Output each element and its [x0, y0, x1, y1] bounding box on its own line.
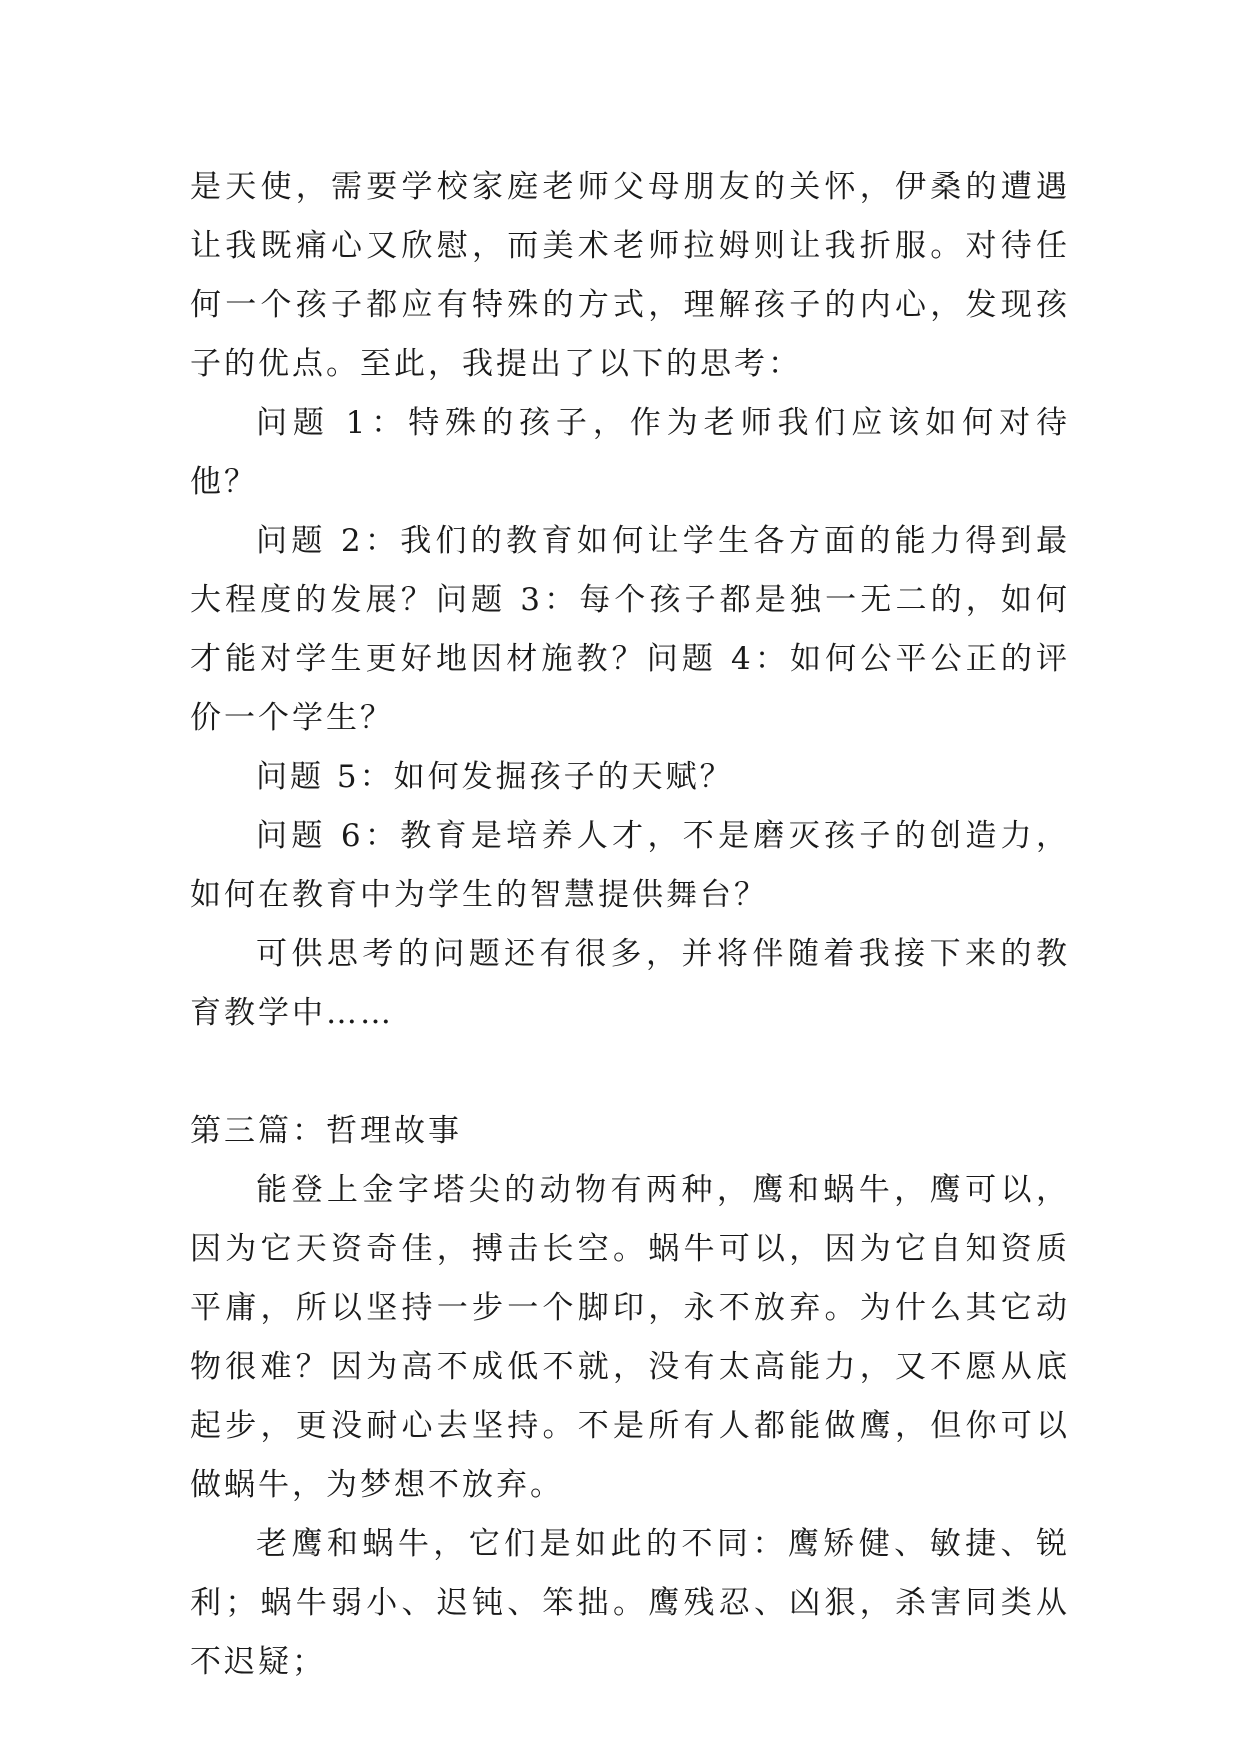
closing-paragraph: 可供思考的问题还有很多，并将伴随着我接下来的教育教学中…… [190, 936, 1070, 1031]
question-5: 问题 5：如何发掘孩子的天赋？ [256, 759, 734, 795]
story-paragraph-1: 能登上金字塔尖的动物有两种，鹰和蜗牛，鹰可以，因为它天资奇佳，搏击长空。蜗牛可以，因为它自知资质平庸，所以坚持一步一个脚印，永不放弃。为什么其它动物很难？因为高不成低不就，没有太高能力，又不愿从底起步，更没耐心去坚持。不是所有人都能做鹰，但你可以做蜗牛，为梦想不放弃。 [190, 1172, 1070, 1503]
question-2-3-4: 问题 2：我们的教育如何让学生各方面的能力得到最大程度的发展？问题 3：每个孩子都是独一无二的，如何才能对学生更好地因材施教？问题 4：如何公平公正的评价一个学生？ [190, 523, 1070, 736]
paragraph-intro: 是天使，需要学校家庭老师父母朋友的关怀，伊桑的遭遇让我既痛心又欣慰，而美术老师拉姆则让我折服。对待任何一个孩子都应有特殊的方式，理解孩子的内心，发现孩子的优点。至此，我提出了以下的思考： [190, 169, 1070, 382]
question-6: 问题 6：教育是培养人才，不是磨灭孩子的创造力，如何在教育中为学生的智慧提供舞台？ [190, 818, 1070, 913]
section-spacer [190, 1043, 1070, 1102]
document-body [190, 158, 1070, 1692]
story-paragraph-2: 老鹰和蜗牛，它们是如此的不同：鹰矫健、敏捷、锐利；蜗牛弱小、迟钝、笨拙。鹰残忍、凶狠，杀害同类从不迟疑； [190, 1526, 1070, 1680]
section-title: 第三篇：哲理故事 [190, 1113, 462, 1149]
question-1: 问题 1：特殊的孩子，作为老师我们应该如何对待他？ [190, 405, 1070, 500]
